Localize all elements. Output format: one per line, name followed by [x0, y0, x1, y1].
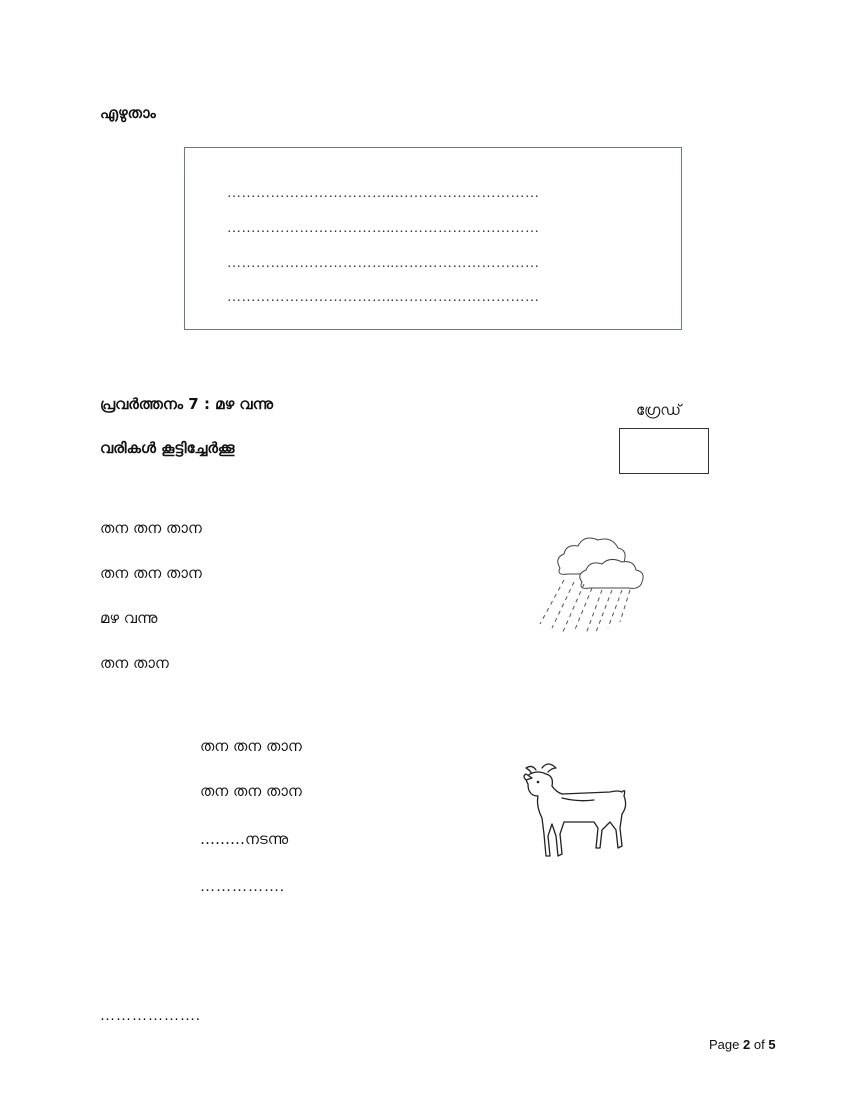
grade-box[interactable]: [619, 428, 709, 474]
page-word: Page: [709, 1037, 740, 1052]
activity-instruction: വരികൾ കൂട്ടിച്ചേർക്കൂ: [100, 439, 235, 457]
grade-label: ഗ്രേഡ്: [636, 401, 681, 419]
page-number: [709, 1037, 776, 1052]
verse1-line: തന തന താന: [100, 519, 202, 537]
writing-line: ……………………………..…………………………: [227, 221, 540, 236]
rain-cloud-icon: [528, 530, 653, 640]
bottom-blank: ……………….: [100, 1008, 201, 1024]
verse2-blank: …………….: [200, 879, 285, 895]
page-total: 5: [768, 1037, 776, 1052]
goat-icon: [518, 762, 638, 862]
activity-title: പ്രവർത്തനം 7 : മഴ വന്നു: [100, 395, 274, 413]
verse2-line: തന തന താന: [200, 782, 302, 800]
writing-line: ……………………………..…………………………: [227, 290, 540, 305]
verse2-line: ………നടന്നു: [200, 830, 289, 848]
writing-line: ……………………………..…………………………: [227, 256, 540, 271]
section-title-write: എഴുതാം: [100, 104, 156, 122]
verse1-line: മഴ വന്നു: [100, 609, 158, 627]
verse1-line: തന താന: [100, 654, 169, 672]
verse2-line: തന തന താന: [200, 737, 302, 755]
page-current: 2: [743, 1037, 751, 1052]
writing-box[interactable]: [184, 147, 682, 330]
verse1-line: തന തന താന: [100, 564, 202, 582]
page-of-word: of: [753, 1037, 765, 1052]
writing-line: ……………………………..…………………………: [227, 186, 540, 201]
